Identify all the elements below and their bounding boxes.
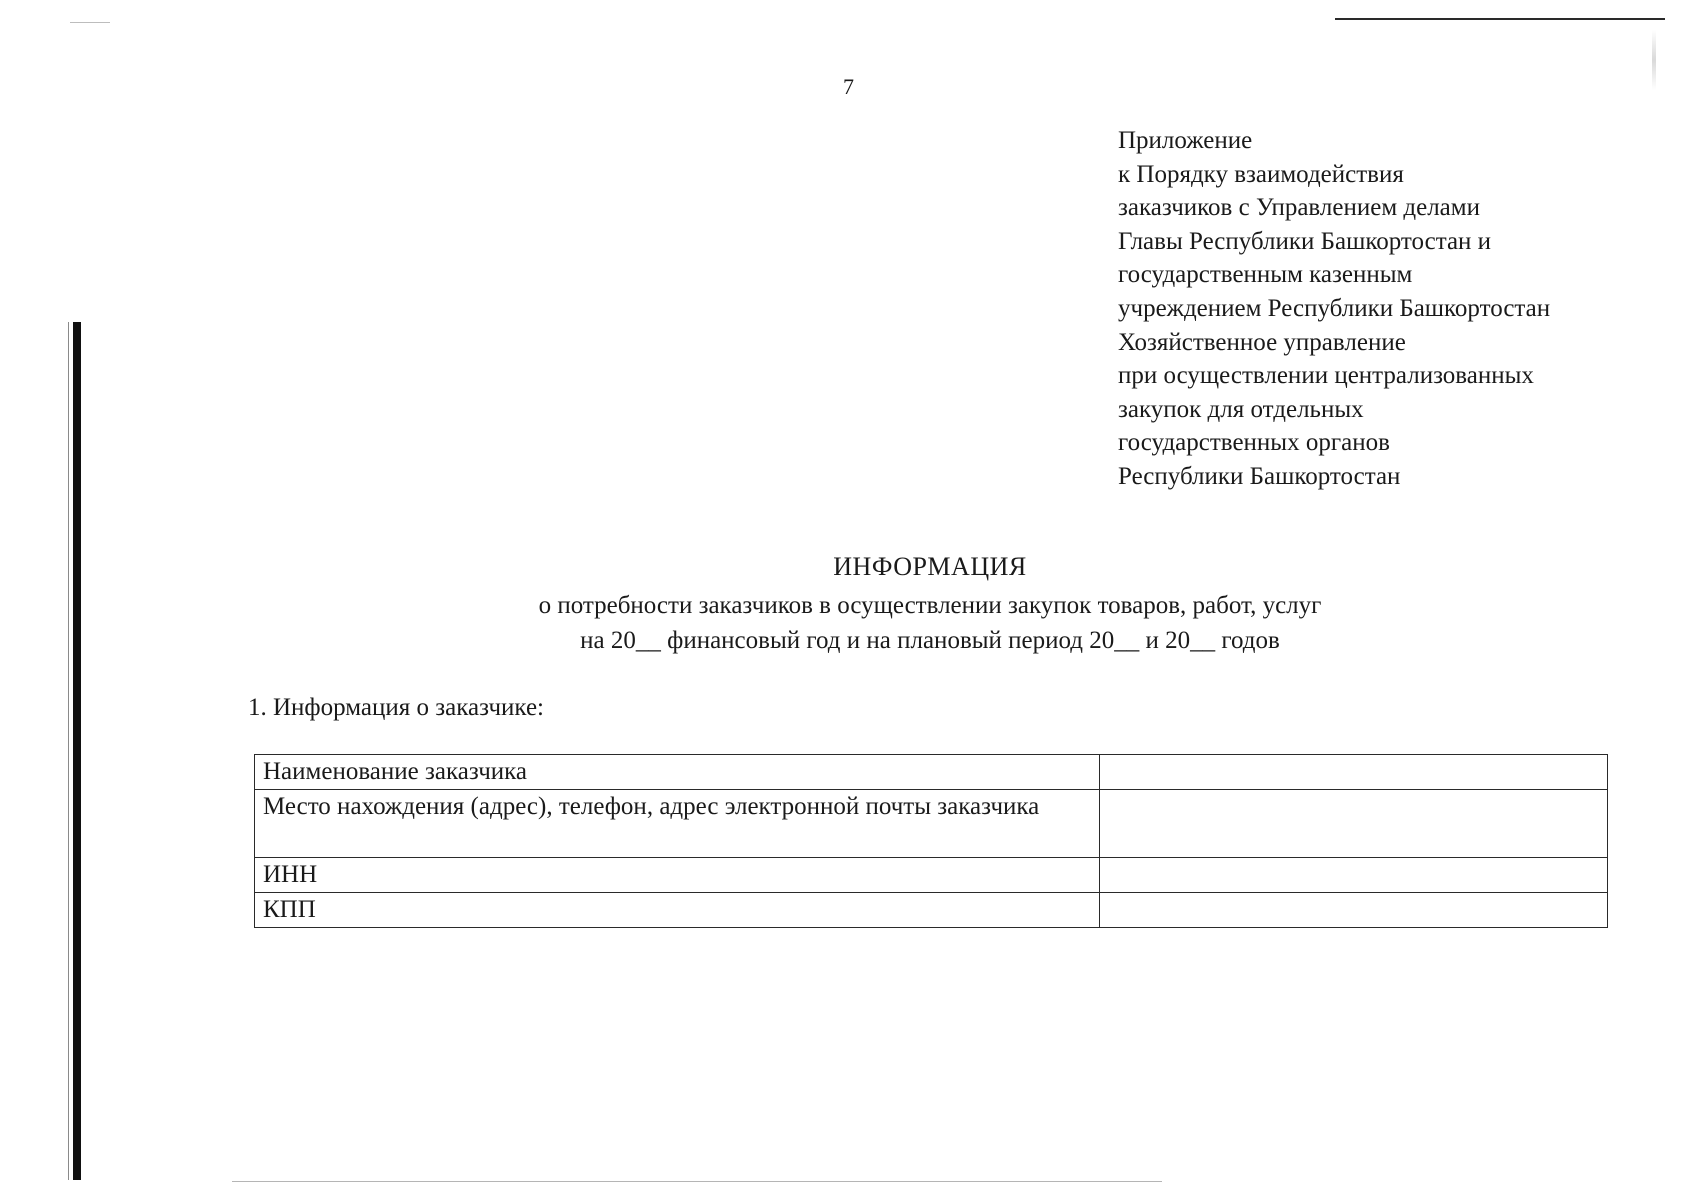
- page-number: 7: [843, 74, 854, 99]
- scan-artifact-top-line: [1335, 18, 1665, 20]
- scan-artifact-bottom-line: [232, 1181, 1162, 1182]
- table-cell-label: КПП: [255, 893, 1100, 928]
- table-row: [255, 893, 1608, 928]
- table-row: [255, 858, 1608, 893]
- scan-artifact-left-thin-line: [68, 322, 69, 1180]
- table-cell-value: [1100, 755, 1608, 790]
- appendix-line: Республики Башкортостан: [1118, 462, 1401, 490]
- appendix-line: учреждением Республики Башкортостан: [1118, 294, 1551, 322]
- document-subtitle-line: о потребности заказчиков в осуществлении закупок товаров, работ, услуг: [538, 592, 1322, 619]
- appendix-line: Хозяйственное управление: [1118, 328, 1406, 356]
- document-subtitle: [0, 588, 1697, 658]
- table-cell-label: ИНН: [255, 858, 1100, 893]
- table-cell-value: [1100, 858, 1608, 893]
- table-cell-label: Наименование заказчика: [255, 755, 1100, 790]
- appendix-line: при осуществлении централизованных: [1118, 362, 1534, 390]
- table-cell-value: [1100, 893, 1608, 928]
- appendix-line: Главы Республики Башкортостан и: [1118, 227, 1492, 255]
- scan-artifact-left-bar: [73, 322, 81, 1180]
- appendix-line: закупок для отдельных: [1118, 395, 1364, 423]
- appendix-line: заказчиков с Управлением делами: [1118, 194, 1480, 222]
- document-title: ИНФОРМАЦИЯ: [833, 552, 1027, 581]
- table-row: [255, 790, 1608, 858]
- appendix-line: к Порядку взаимодействия: [1118, 160, 1404, 188]
- section-heading: 1. Информация о заказчике:: [248, 694, 544, 721]
- appendix-line: Приложение: [1118, 127, 1253, 154]
- table-row: [255, 755, 1608, 790]
- appendix-line: государственным казенным: [1118, 261, 1413, 289]
- appendix-block: [1118, 124, 1678, 494]
- scan-artifact-top-left: [70, 22, 110, 23]
- table-cell-label: Место нахождения (адрес), телефон, адрес электронной почты заказчика: [255, 790, 1100, 858]
- document-subtitle-line: на 20__ финансовый год и на плановый период 20__ и 20__ годов: [580, 627, 1280, 654]
- customer-info-table: [254, 754, 1608, 928]
- table-cell-value: [1100, 790, 1608, 858]
- appendix-line: государственных органов: [1118, 429, 1390, 457]
